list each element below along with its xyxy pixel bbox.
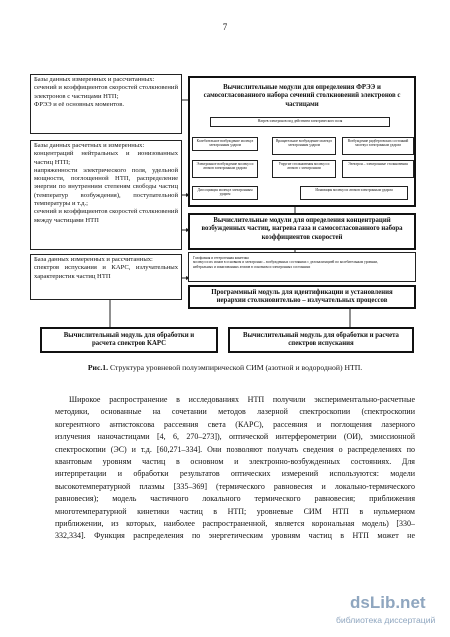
body-line: Широкое распространение в исследованиях НТП получили экспериментально-расчетные	[69, 395, 415, 404]
sub-rydberg	[342, 137, 414, 155]
module-hierarchy-title: Программный модуль для идентификации и установления иерархии столкновительно – излучательных процессов	[211, 289, 393, 305]
sub-heating-text: Нагрев электронов под действием электрического поля	[257, 119, 343, 123]
line: концентраций нейтральных и ионизованных частиц НТП;	[34, 150, 178, 166]
body-paragraph	[55, 394, 415, 543]
body-line: 332,334]. Функция распределения по энергетическим уровням частиц в НТП может не	[55, 531, 415, 541]
body-line: интерпретации и обработки результатов оптических измерений используются: модели	[55, 469, 415, 479]
line: сечений и коэффициентов скоростей столкновений между частицами НТП	[34, 208, 178, 224]
body-line: многотемпературной кинетики частиц в НТП; уровневые СИМ НТП в нульмерном	[55, 506, 415, 516]
body-line: когерентного антистоксова рассеяния света (КАРС), рассеяния и поглощения лазерного	[55, 419, 415, 429]
sub-rydberg-text: Возбуждение ридберговских состояний молекул электронным ударом	[347, 139, 409, 148]
body-line: высокотемпературной плазмы [335–369] (термического равновесия и локально-термического	[55, 481, 415, 491]
line: напряженности электрического поля, удельной мощности, поглощенной НТП, распределение энергии по внутренним степеням свободы частиц (температур возбуждения), поступательной температуры и т.д.;	[34, 166, 178, 208]
body-line: излучения наночастицами [4, 6, 270–273]), оптической интерферометрии (ОИ), эмиссионной	[55, 432, 415, 442]
line: спектров испускания и КАРС, излучательных характеристик частиц НТП	[34, 264, 178, 280]
page-number: 7	[222, 22, 228, 32]
body-line: методики, основанные на сочетании методов лазерной спектроскопии (спектроскопии	[55, 407, 415, 417]
sub-rotational	[272, 137, 336, 155]
body-line: спектроскопии (ЭС) и т.д. [60,271–334]. Они позволяют получать сведения о распределениях по	[55, 444, 415, 454]
module-cars	[40, 327, 218, 353]
sub-ionization	[300, 186, 408, 200]
module-emission-title: Вычислительный модуль для обработки и расчета спектров испускания	[243, 332, 399, 348]
line: ФРЭЭ и её основных моментов.	[34, 100, 124, 108]
sub-rotational-text: Вращательное возбуждение молекул электронным ударом	[275, 139, 333, 148]
line: Базы данных расчетных и измеренных:	[34, 142, 145, 149]
sub-elastic-text: Упругие столкновения молекул и атомов с электронами	[278, 162, 330, 171]
sub-vibrational	[192, 137, 258, 151]
module-emission	[228, 327, 414, 353]
line: База данных измеренных и рассчитанных:	[34, 256, 153, 263]
line: нейтральных и ионизованных атомов в основном и электронных состояниях	[193, 264, 311, 269]
sub-dissociation-text: Диссоциация молекул электронным ударом	[197, 188, 253, 197]
sub-ionization-text: Ионизация молекул и атомов электронным ударом	[315, 188, 393, 192]
sub-dissociation	[192, 186, 258, 200]
body-line: приближении, из которых, наиболее распространенной, является корональная модель) [330–	[55, 519, 415, 529]
line: сечений и коэффициентов скоростей столкновений электронов с частицами НТП;	[34, 84, 178, 100]
module-cars-title: Вычислительный модуль для обработки и расчета спектров КАРС	[63, 332, 195, 348]
figure-caption	[0, 363, 450, 372]
body-line: равновесия); модель частичного локального термического равновесия; приближения	[55, 494, 415, 504]
kinetics-text	[189, 253, 415, 272]
module-concentrations	[188, 213, 416, 250]
module-hierarchy	[188, 285, 416, 309]
figure-caption-text: Структура уровневой полуэмпирической СИМ (азотной и водородной) НТП.	[109, 363, 363, 372]
sub-heating	[210, 117, 390, 127]
line: Газофазная и гетерогенная кинетика	[193, 256, 249, 260]
sub-vibrational-text: Колебательное возбуждение молекул электронным ударом	[196, 139, 254, 148]
sub-electron-electron	[342, 160, 414, 178]
sub-elastic	[272, 160, 336, 178]
figure-label: Рис.1.	[87, 363, 109, 372]
sub-electron-electron-text: Электрон – электронные столкновения	[348, 162, 408, 166]
body-line: квантовым уровням частиц в основном и электронно-возбужденных состояниях. Для	[55, 457, 415, 467]
watermark-logo: dsLib.net	[350, 593, 426, 612]
watermark	[332, 593, 444, 631]
watermark-subtitle: библиотека диссертаций	[336, 615, 436, 625]
line: молекул и их ионов в основном и электронно – возбужденных состояниях с делокализацией по колебательным уровням,	[193, 260, 378, 265]
line: Базы данных измеренных и рассчитанных:	[34, 76, 155, 83]
sub-electronic-excitation-text: Электронное возбуждение молекул и атомов электронным ударом	[196, 162, 254, 171]
sub-electronic-excitation	[192, 160, 258, 178]
kinetics-box	[188, 252, 416, 282]
module-efdf-title: Вычислительные модули для определения ФРЭЭ и самосогласованного набора сечений столкновений электронов с частицами	[203, 84, 401, 108]
module-concentrations-title: Вычислительные модули для определения концентраций возбужденных частиц, нагрева газа и самосогласованного набора коэффициентов скоростей	[201, 217, 403, 241]
